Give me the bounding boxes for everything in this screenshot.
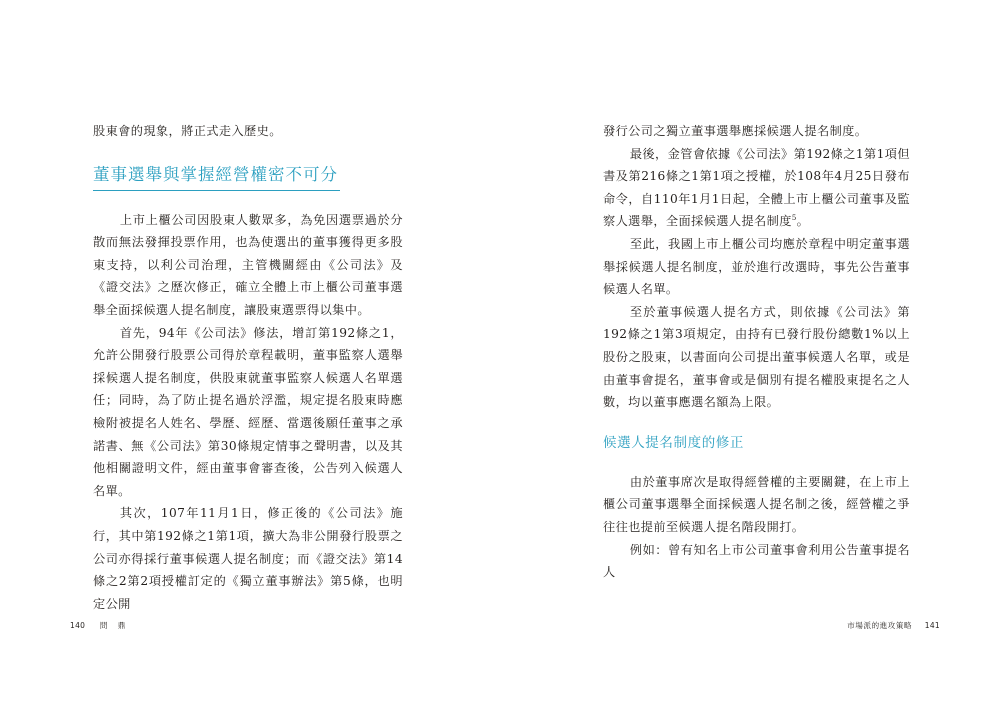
paragraph: 至此，我國上市上櫃公司均應於章程中明定董事選舉採候選人提名制度，並於進行改選時，事先公告董事候選人名單。 <box>603 236 910 297</box>
right-folio <box>847 620 940 631</box>
right-text-column <box>603 120 910 584</box>
running-head: 市場派的進攻策略 <box>847 621 913 630</box>
paragraph: 首先，94年《公司法》修法，增訂第192條之1，允許公開發行股票公司得於章程載明，董事監察人選舉採候選人提名制度，供股東就董事監察人候選人名單選任；同時，為了防止提名過於浮濫，規定提名股東時應檢附被提名人姓名、學歷、經歷、當選後願任董事之承諾書、無《公司法》第30條規定情事之聲明書，以及其他相關證明文件，經由董事會審查後，公告列入候選人名單。 <box>93 325 403 498</box>
paragraph-carryover: 股東會的現象，將正式走入歷史。 <box>93 124 282 138</box>
left-text-column <box>93 120 403 615</box>
paragraph-carryover: 發行公司之獨立董事選舉應採候選人提名制度。 <box>603 124 868 138</box>
paragraph-text: 最後，金管會依據《公司法》第192條之1第1項但書及第216條之1第1項之授權，於108年4月25日發布命令，自110年1月1日起，全體上市上櫃公司董事及監察人選舉，全面採候選人提名制度 <box>603 146 910 229</box>
footnote-marker[interactable]: 5 <box>791 214 797 223</box>
paragraph: 由於董事席次是取得經營權的主要關鍵，在上市上櫃公司董事選舉全面採候選人提名制之後，經營權之爭往往也提前至候選人提名階段開打。 <box>603 474 910 534</box>
paragraph: 例如：曾有知名上市公司董事會利用公告董事提名人 <box>603 542 910 580</box>
paragraph: 其次，107年11月1日，修正後的《公司法》施行，其中第192條之1第1項，擴大為非公開發行股票之公司亦得採行董事候選人提名制度；而《證交法》第14條之2第2項授權訂定的《獨立董事辦法》第5條，也明定公開 <box>93 506 403 611</box>
running-head: 問 鼎 <box>99 621 130 630</box>
page-number: 140 <box>70 621 86 630</box>
paragraph: 至於董事候選人提名方式，則依據《公司法》第192條之1第3項規定，由持有已發行股份總數1%以上股份之股東，以書面向公司提出董事候選人名單，或是由董事會提名，董事會或是個別有提名權股東提名之人數，均以董事應選名額為上限。 <box>603 304 910 410</box>
subsection-heading: 候選人提名制度的修正 <box>603 434 744 451</box>
page-number: 141 <box>924 621 940 630</box>
paragraph-end: 。 <box>796 214 810 229</box>
paragraph <box>603 143 910 233</box>
left-folio <box>70 620 129 631</box>
paragraph: 上市上櫃公司因股東人數眾多，為免因選票過於分散而無法發揮投票作用，也為使選出的董事獲得更多股東支持，以利公司治理，主管機關經由《公司法》及《證交法》之歷次修正，確立全體上市上櫃公司董事選舉全面採候選人提名制度，讓股東選票得以集中。 <box>93 212 403 317</box>
section-heading: 董事選舉與掌握經營權密不可分 <box>93 163 340 191</box>
right-page <box>500 0 1000 707</box>
